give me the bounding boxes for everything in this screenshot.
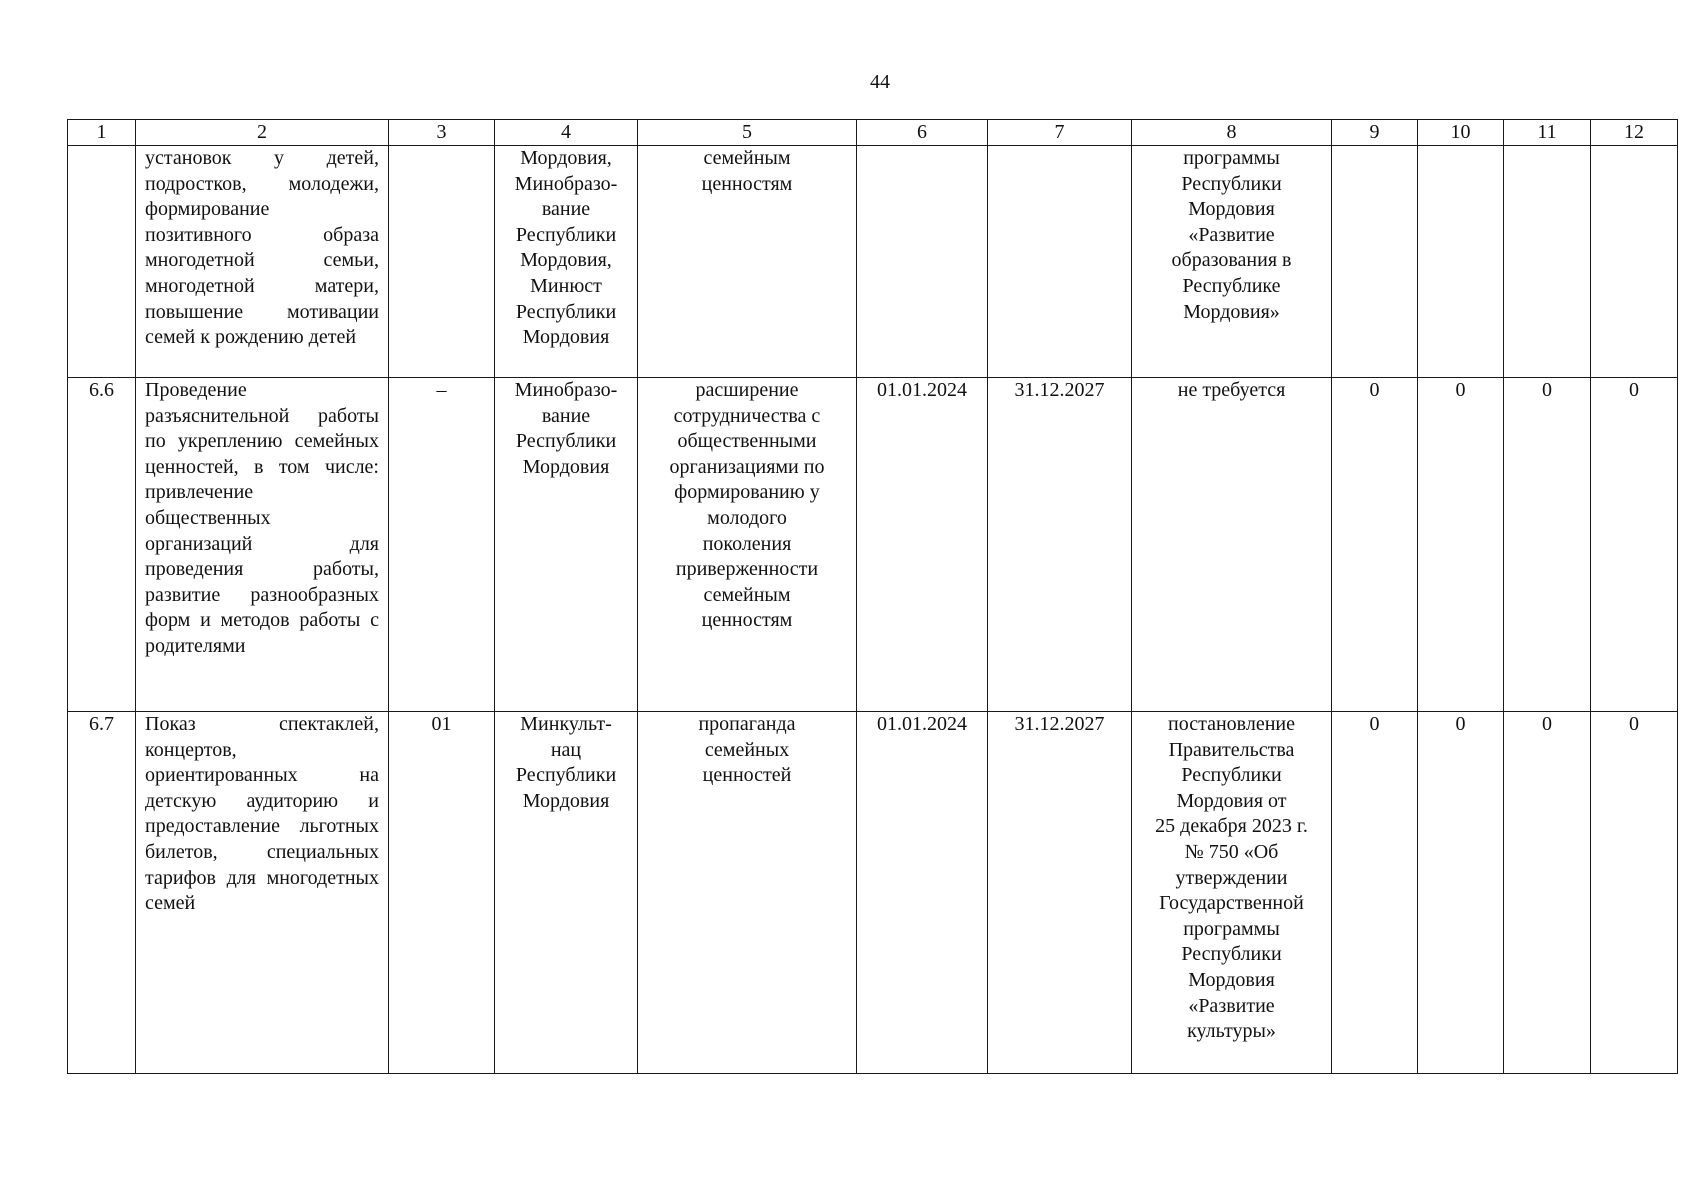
table-row-continuation xyxy=(68,146,1678,378)
value-col-10: 0 xyxy=(1418,378,1504,712)
column-header-1: 1 xyxy=(68,120,136,146)
row-number: 6.6 xyxy=(68,378,136,712)
responsible-executor: Мордовия, Минобразо- вание Республики Мордовия, Минюст Республики Мордовия xyxy=(495,146,638,378)
column-number-header-row xyxy=(68,120,1678,146)
column-header-9: 9 xyxy=(1332,120,1418,146)
start-date: 01.01.2024 xyxy=(857,378,988,712)
end-date xyxy=(988,146,1132,378)
expected-result: пропаганда семейных ценностей xyxy=(638,712,857,1074)
table-row-6-7 xyxy=(68,712,1678,1074)
value-col-9 xyxy=(1332,146,1418,378)
legal-basis: программы Республики Мордовия «Развитие образования в Республике Мордовия» xyxy=(1132,146,1332,378)
activity-description: Показ спектаклей, концертов, ориентированных на детскую аудиторию и предоставление льготных билетов, специальных тарифов для многодетных семей xyxy=(136,712,389,1074)
row-number: 6.7 xyxy=(68,712,136,1074)
value-col-12: 0 xyxy=(1591,712,1678,1074)
page-number: 44 xyxy=(870,71,890,93)
value-col-11: 0 xyxy=(1504,378,1591,712)
column-header-8: 8 xyxy=(1132,120,1332,146)
row-number xyxy=(68,146,136,378)
responsible-executor: Минкульт- нац Республики Мордовия xyxy=(495,712,638,1074)
activity-code xyxy=(389,146,495,378)
value-col-12 xyxy=(1591,146,1678,378)
column-header-3: 3 xyxy=(389,120,495,146)
start-date xyxy=(857,146,988,378)
start-date: 01.01.2024 xyxy=(857,712,988,1074)
value-col-11: 0 xyxy=(1504,712,1591,1074)
value-col-12: 0 xyxy=(1591,378,1678,712)
activity-code: – xyxy=(389,378,495,712)
column-header-10: 10 xyxy=(1418,120,1504,146)
responsible-executor: Минобразо- вание Республики Мордовия xyxy=(495,378,638,712)
activity-code: 01 xyxy=(389,712,495,1074)
expected-result: расширение сотрудничества с общественными организациями по формированию у молодого поколения приверженности семейным ценностям xyxy=(638,378,857,712)
end-date: 31.12.2027 xyxy=(988,712,1132,1074)
end-date: 31.12.2027 xyxy=(988,378,1132,712)
value-col-11 xyxy=(1504,146,1591,378)
value-col-9: 0 xyxy=(1332,712,1418,1074)
legal-basis: постановление Правительства Республики Мордовия от 25 декабря 2023 г. № 750 «Об утверждении Государственной программы Республики Мордовия «Развитие культуры» xyxy=(1132,712,1332,1074)
value-col-10 xyxy=(1418,146,1504,378)
activities-table xyxy=(67,119,1678,1074)
column-header-11: 11 xyxy=(1504,120,1591,146)
column-header-12: 12 xyxy=(1591,120,1678,146)
value-col-10: 0 xyxy=(1418,712,1504,1074)
legal-basis: не требуется xyxy=(1132,378,1332,712)
column-header-5: 5 xyxy=(638,120,857,146)
column-header-6: 6 xyxy=(857,120,988,146)
activity-description: установок у детей, подростков, молодежи, формирование позитивного образа многодетной семьи, многодетной матери, повышение мотивации семей к рождению детей xyxy=(136,146,389,378)
table-row-6-6 xyxy=(68,378,1678,712)
activity-description: Проведение разъяснительной работы по укреплению семейных ценностей, в том числе: привлечение общественных организаций для проведения работы, развитие разнообразных форм и методов работы с родителями xyxy=(136,378,389,712)
value-col-9: 0 xyxy=(1332,378,1418,712)
column-header-4: 4 xyxy=(495,120,638,146)
expected-result: семейным ценностям xyxy=(638,146,857,378)
column-header-7: 7 xyxy=(988,120,1132,146)
column-header-2: 2 xyxy=(136,120,389,146)
